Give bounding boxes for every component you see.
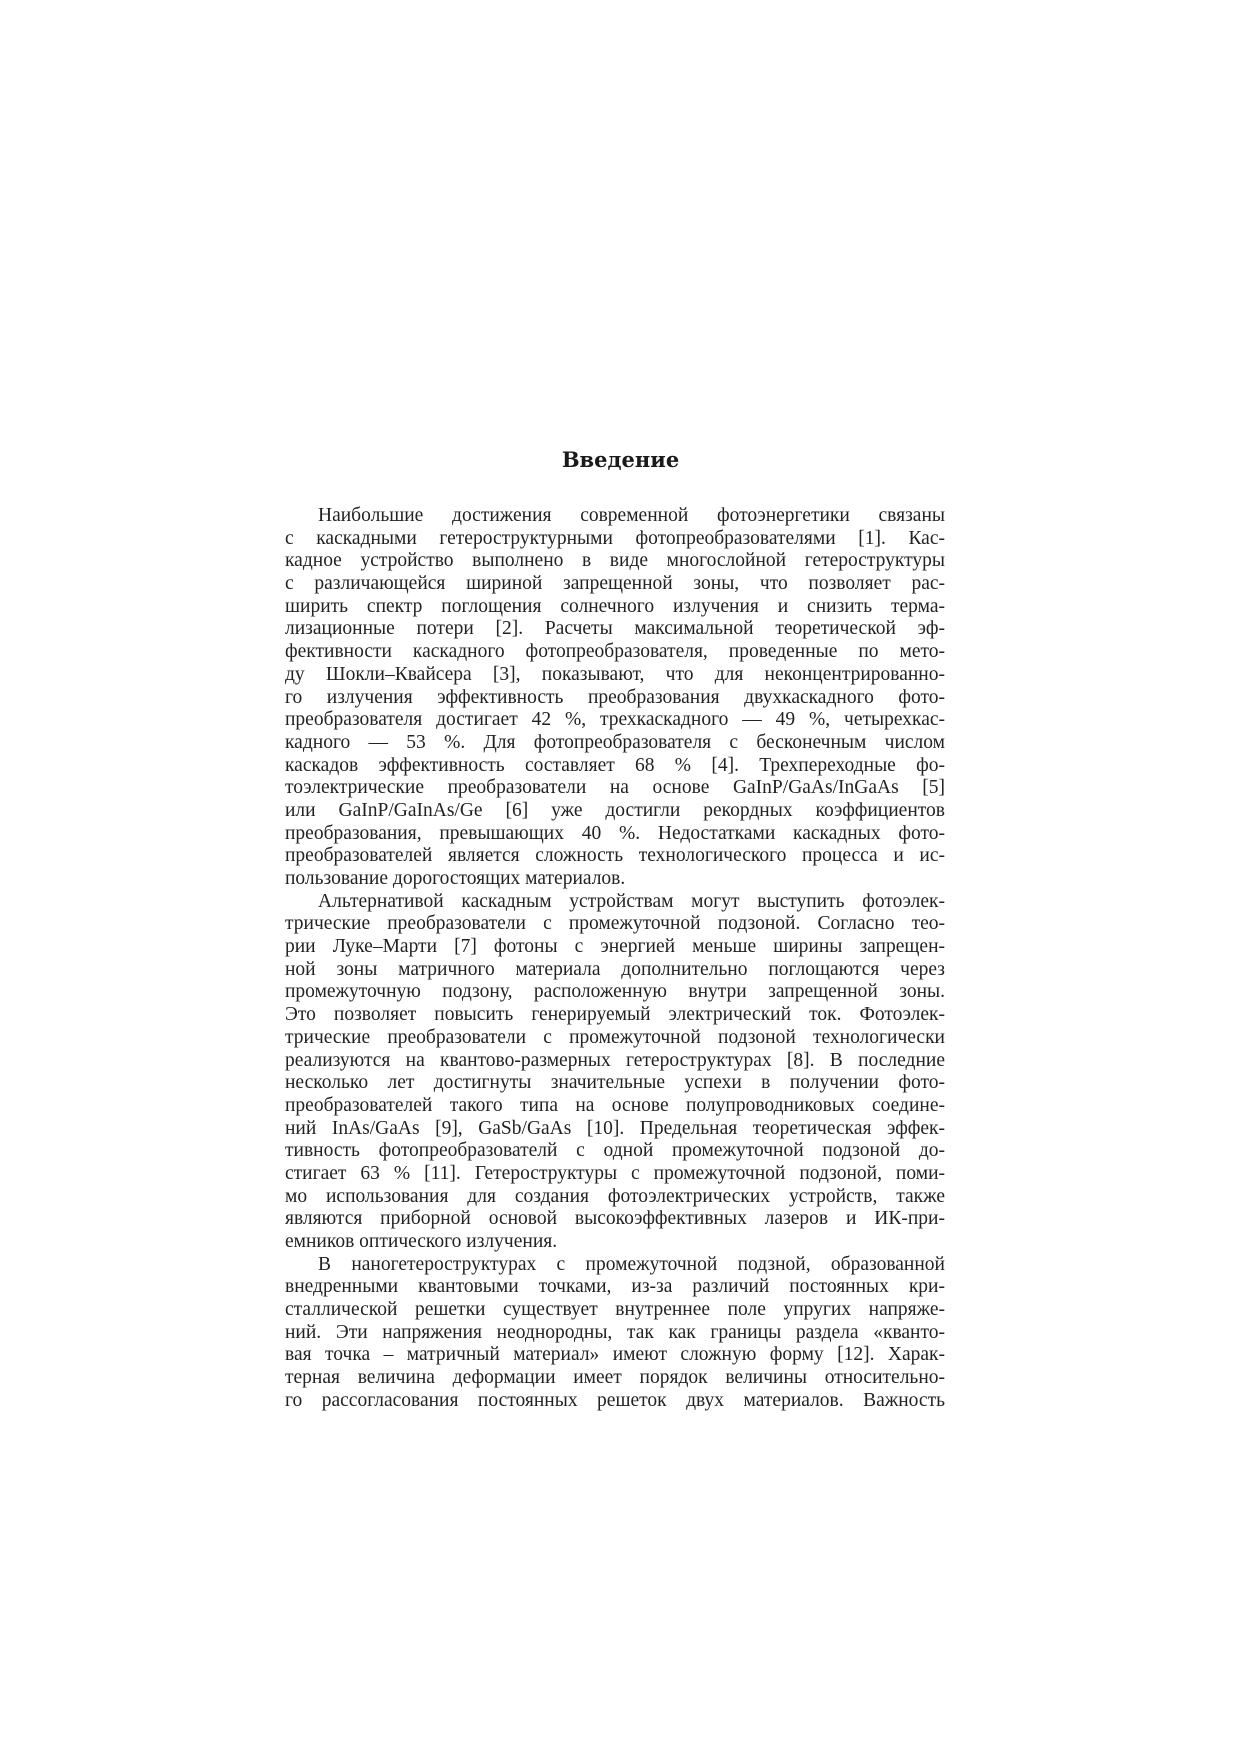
text-line: кадного — 53 %. Для фотопреобразователя с бесконечным числом <box>285 731 945 753</box>
text-line: несколько лет достигнуты значительные успехи в получении фото- <box>285 1072 945 1094</box>
text-line: преобразователя достигает 42 %, трехкаскадного — 49 %, четырехкас- <box>285 709 945 731</box>
text-line: пользование дорогостоящих материалов. <box>285 868 626 889</box>
text-line: или GaInP/GaInAs/Ge [6] уже достигли рекордных коэффициентов <box>285 799 945 821</box>
text-line: лизационные потери [2]. Расчеты максимальной теоретической эф- <box>285 618 945 640</box>
text-line: Альтернативой каскадным устройствам могут выступить фотоэлек- <box>318 890 945 912</box>
text-line: ний. Эти напряжения неоднородны, так как границы раздела «кванто- <box>285 1321 945 1343</box>
paragraph-3 <box>285 1254 945 1413</box>
text-line: ду Шокли–Квайсера [3], показывают, что для неконцентрированно- <box>285 663 945 685</box>
text-line: емников оптического излучения. <box>285 1231 558 1252</box>
text-line: реализуются на квантово-размерных гетероструктурах [8]. В последние <box>285 1049 945 1071</box>
paragraph-2 <box>285 891 945 1254</box>
text-line: Наибольшие достижения современной фотоэнергетики связаны <box>318 505 945 526</box>
text-line: с каскадными гетероструктурными фотопреобразователями [1]. Кас- <box>285 527 945 549</box>
text-line: ширить спектр поглощения солнечного излучения и снизить терма- <box>285 595 945 617</box>
text-line: кадное устройство выполнено в виде многослойной гетероструктуры <box>285 550 945 572</box>
text-line: сталлической решетки существует внутреннее поле упругих напряже- <box>285 1299 945 1321</box>
text-line: В наногетероструктурах с промежуточной подзной, образованной <box>318 1253 945 1275</box>
text-line: тоэлектрические преобразователи на основе GaInP/GaAs/InGaAs [5] <box>285 777 945 799</box>
text-line: Это позволяет повысить генерируемый электрический ток. Фотоэлек- <box>285 1004 945 1026</box>
paragraph-1 <box>285 505 945 891</box>
text-line: внедренными квантовыми точками, из-за различий постоянных кри- <box>285 1276 945 1298</box>
text-line: преобразования, превышающих 40 %. Недостатками каскадных фото- <box>285 822 945 844</box>
text-line: мо использования для создания фотоэлектрических устройств, также <box>285 1185 945 1207</box>
page-title: Введение <box>561 447 680 472</box>
text-line: трические преобразователи с промежуточной подзоной технологически <box>285 1026 945 1048</box>
text-line: с различающейся шириной запрещенной зоны, что позволяет рас- <box>285 573 945 595</box>
text-line: фективности каскадного фотопреобразователя, проведенные по мето- <box>285 641 945 663</box>
text-line: вая точка – матричный материал» имеют сложную форму [12]. Харак- <box>285 1344 945 1366</box>
text-line: преобразователей является сложность технологического процесса и ис- <box>285 845 945 867</box>
text-line: являются приборной основой высокоэффективных лазеров и ИК-при- <box>285 1208 945 1230</box>
text-line: ний InAs/GaAs [9], GaSb/GaAs [10]. Предельная теоретическая эффек- <box>285 1117 945 1139</box>
body-text <box>285 505 945 1413</box>
text-line: рии Луке–Марти [7] фотоны с энергией меньше ширины запрещен- <box>285 936 945 958</box>
text-line: трические преобразователи с промежуточной подзоной. Согласно тео- <box>285 913 945 935</box>
text-line: преобразователей такого типа на основе полупроводниковых соедине- <box>285 1094 945 1116</box>
text-line: промежуточную подзону, расположенную внутри запрещенной зоны. <box>285 981 945 1003</box>
text-line: ной зоны матричного материала дополнительно поглощаются через <box>285 958 945 980</box>
text-line: стигает 63 % [11]. Гетероструктуры с промежуточной подзоной, поми- <box>285 1162 945 1184</box>
text-line: терная величина деформации имеет порядок величины относительно- <box>285 1367 945 1389</box>
text-line: го рассогласования постоянных решеток двух материалов. Важность <box>285 1389 945 1411</box>
text-line: го излучения эффективность преобразования двухкаскадного фото- <box>285 686 945 708</box>
text-line: каскадов эффективность составляет 68 % [4]. Трехпереходные фо- <box>285 754 945 776</box>
text-line: тивность фотопреобразователй с одной промежуточной подзоной до- <box>285 1140 945 1162</box>
